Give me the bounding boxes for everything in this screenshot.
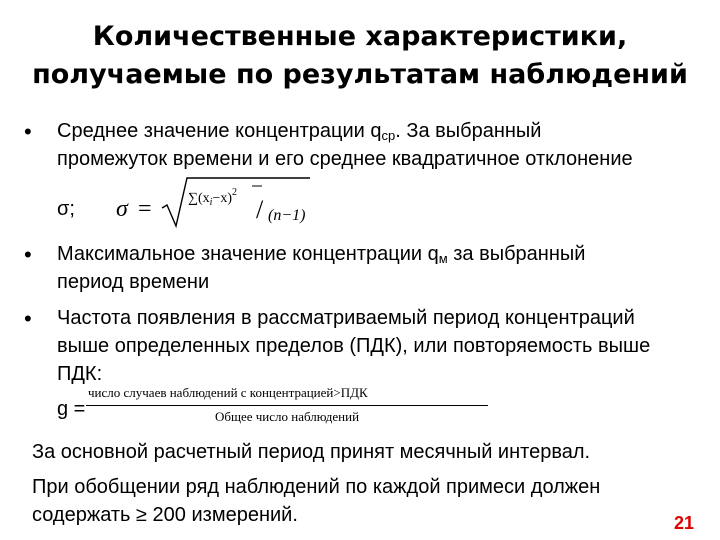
bullet1-line1-pre: Среднее значение концентрации q [57,120,382,142]
bullet-marker: • [24,242,32,267]
bullet2-line1-pre: Максимальное значение концентрации q [57,243,439,265]
bullet1-line2: промежуток времени и его среднее квадратичное отклонение [57,148,633,170]
bullet3-line2: выше определенных пределов (ПДК), или повторяемость выше [57,335,651,357]
bullet2-line1-post: за выбранный [447,243,586,265]
sigma-formula [110,174,325,230]
slide-title [0,18,720,94]
bullet1-line1-post: . За выбранный [395,120,542,142]
bullet-marker: • [24,306,32,331]
bullet3-line1: Частота появления в рассматриваемый период концентраций [57,307,635,329]
formula-slash: / [256,195,264,224]
fraction-bar [86,405,488,406]
note-period: За основной расчетный период принят месячный интервал. [32,441,591,463]
sigma-label: σ; [57,198,75,220]
bullet1-subscript: ср [381,128,396,143]
g-numerator: число случаев наблюдений с концентрацией>ПДК [88,385,368,400]
bullet1-line1 [57,118,541,149]
bullet-marker: • [24,119,32,144]
title-line-1: Количественные характеристики, [92,21,628,52]
bullet2-line2: период времени [57,271,210,293]
formula-numerator: $\sum(x_i-x)^2$ [188,187,238,208]
bullet2-subscript: м [438,251,448,266]
note-sample-line2: содержать ≥ 200 измерений. [32,504,298,526]
formula-equals: = [138,196,152,222]
page-number: 21 [673,513,694,533]
g-label: g = [57,398,86,420]
bullet2-line1 [57,241,585,272]
note-sample-line1: При обобщении ряд наблюдений по каждой примеси должен [32,476,601,498]
bullet3-line3: ПДК: [57,363,103,385]
title-line-2: получаемые по результатам наблюдений [32,59,688,90]
g-denominator: Общее число наблюдений [214,409,360,424]
formula-denominator: (n−1) [268,207,306,224]
formula-sigma: σ [116,196,128,222]
